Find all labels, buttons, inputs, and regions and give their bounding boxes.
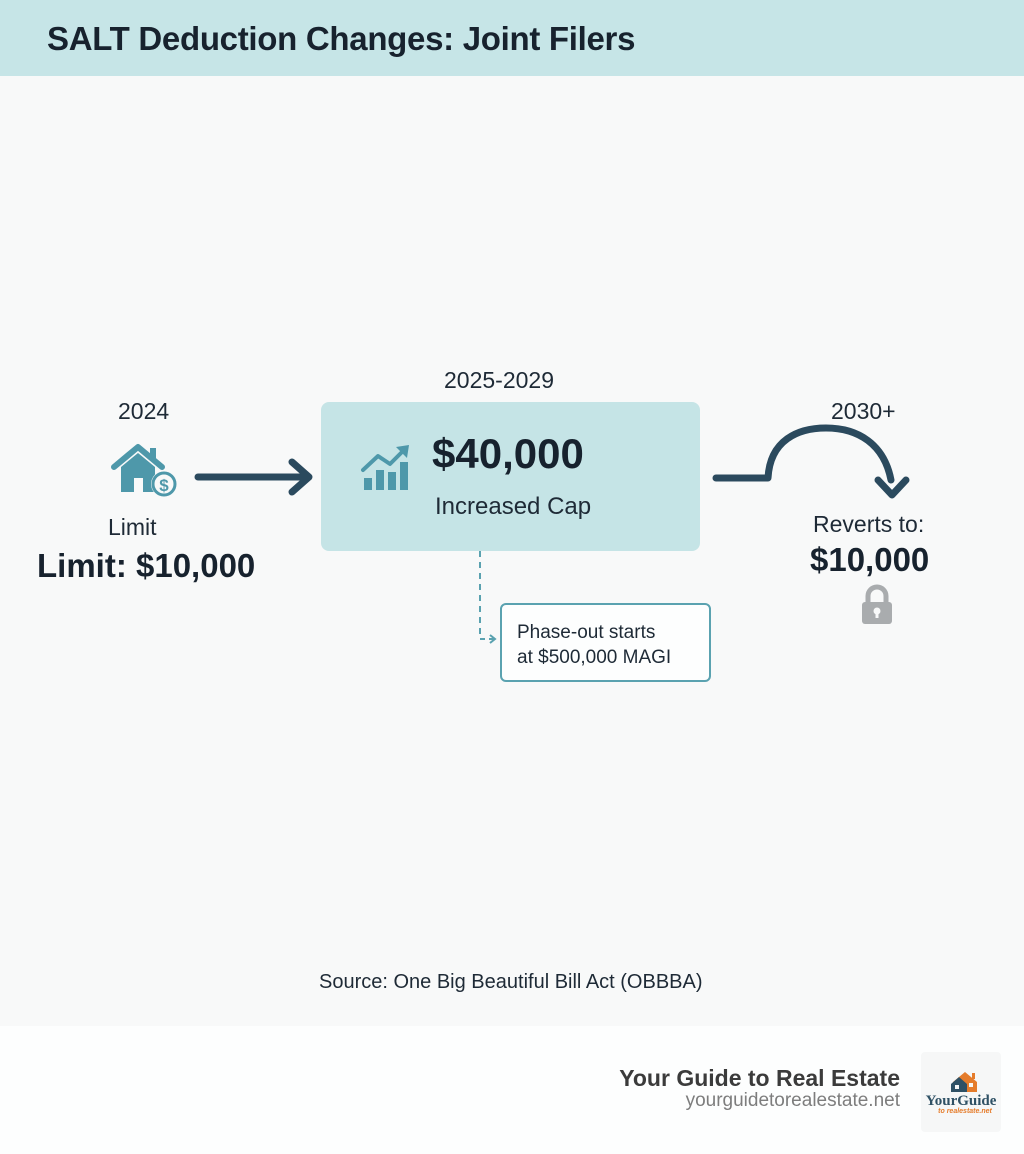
source-note: Source: One Big Beautiful Bill Act (OBBBA) (319, 971, 703, 993)
phaseout-line-2: at $500,000 MAGI (517, 647, 672, 668)
arrow-right-icon (192, 456, 318, 498)
logo-house-icon (921, 1052, 1001, 1132)
year-label-2025-2029: 2025-2029 (444, 367, 554, 393)
curved-arrow-down-icon (708, 420, 918, 510)
year-label-2030-plus: 2030+ (831, 398, 896, 424)
svg-text:$: $ (159, 476, 169, 495)
brand-url[interactable]: yourguidetorealestate.net (685, 1090, 900, 1111)
chart-growth-icon (360, 444, 412, 492)
cap-amount: $40,000 (432, 430, 584, 477)
svg-text:YourGuide: YourGuide (925, 1093, 997, 1109)
year-label-2024: 2024 (118, 398, 170, 424)
phaseout-note (500, 603, 711, 682)
limit-value-2024: Limit: $10,000 (37, 547, 256, 584)
cap-label: Increased Cap (435, 493, 592, 520)
header-banner (0, 0, 1024, 76)
house-dollar-icon (110, 443, 182, 499)
brand-title: Your Guide to Real Estate (619, 1065, 900, 1091)
reverts-label: Reverts to: (813, 511, 925, 537)
brand-logo[interactable] (921, 1052, 1001, 1132)
svg-text:to realestate.net: to realestate.net (938, 1108, 992, 1115)
dashed-connector-arrow (474, 551, 502, 647)
lock-icon (860, 584, 894, 626)
reverts-amount: $10,000 (810, 541, 930, 578)
phaseout-line-1: Phase-out starts (517, 622, 656, 643)
page-title: SALT Deduction Changes: Joint Filers (47, 20, 636, 57)
limit-label: Limit (108, 514, 157, 540)
